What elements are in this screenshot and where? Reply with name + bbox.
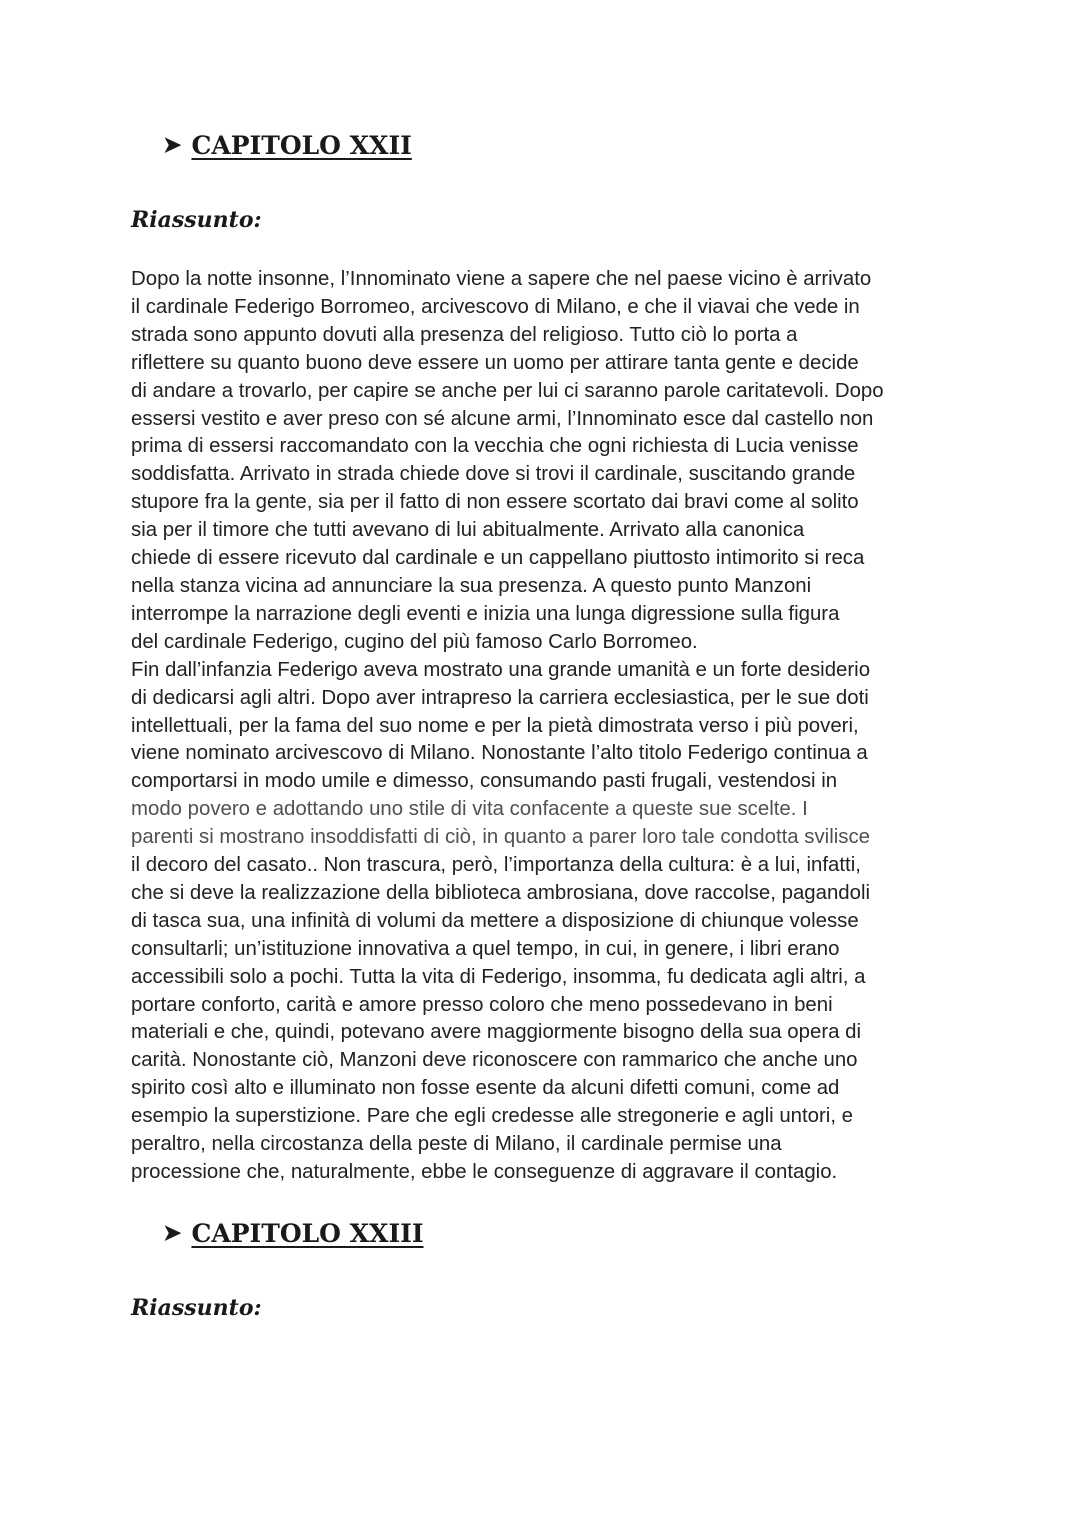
text-line: viene nominato arcivescovo di Milano. Nonostante l’alto titolo Federigo continua a <box>131 742 868 765</box>
text-line: essersi vestito e aver preso con sé alcune armi, l’Innominato esce dal castello non <box>131 407 874 430</box>
text-line: strada sono appunto dovuti alla presenza del religioso. Tutto ciò lo porta a <box>131 323 798 346</box>
text-line: riflettere su quanto buono deve essere un uomo per attirare tanta gente e decide <box>131 351 859 374</box>
chapter-heading-xxiii <box>163 1221 424 1246</box>
text-line: esempio la superstizione. Pare che egli credesse alle stregonerie e agli untori, e <box>131 1105 854 1128</box>
text-line: stupore fra la gente, sia per il fatto di non essere scortato dai bravi come al solito <box>131 491 859 514</box>
text-line: chiede di essere ricevuto dal cardinale e un cappellano piuttosto intimorito si reca <box>131 547 865 570</box>
text-line: del cardinale Federigo, cugino del più famoso Carlo Borromeo. <box>131 630 698 653</box>
text-line: comportarsi in modo umile e dimesso, consumando pasti frugali, vestendosi in <box>131 770 838 793</box>
chapter-title: CAPITOLO XXIII <box>191 1219 424 1248</box>
chapter-heading-xxii <box>163 133 412 158</box>
text-line: parenti si mostrano insoddisfatti di ciò, in quanto a parer loro tale condotta svilisce <box>131 826 870 849</box>
chapter-title: CAPITOLO XXII <box>191 131 412 160</box>
text-line: Fin dall’infanzia Federigo aveva mostrato una grande umanità e un forte desiderio <box>131 658 871 681</box>
text-line: consultarli; un’istituzione innovativa a quel tempo, in cui, in genere, i libri erano <box>131 937 840 960</box>
text-line: spirito così alto e illuminato non fosse esente da alcuni difetti comuni, come ad <box>131 1077 840 1100</box>
text-line: modo povero e adottando uno stile di vita confacente a queste sue scelte. I <box>131 798 808 821</box>
text-line: di dedicarsi agli altri. Dopo aver intrapreso la carriera ecclesiastica, per le sue doti <box>131 686 869 709</box>
text-line: che si deve la realizzazione della biblioteca ambrosiana, dove raccolse, pagandoli <box>131 881 871 904</box>
arrow-bullet-icon: ➤ <box>163 132 182 158</box>
text-line: il decoro del casato.. Non trascura, però, l’importanza della cultura: è a lui, infatti, <box>131 854 861 877</box>
text-line: materiali e che, quindi, potevano avere maggiormente bisogno della sua opera di <box>131 1021 861 1044</box>
text-line: di andare a trovarlo, per capire se anche per lui ci saranno parole caritatevoli. Dopo <box>131 379 884 402</box>
text-line: nella stanza vicina ad annunciare la sua presenza. A questo punto Manzoni <box>131 574 812 597</box>
text-line: processione che, naturalmente, ebbe le conseguenze di aggravare il contagio. <box>131 1161 838 1183</box>
text-line: carità. Nonostante ciò, Manzoni deve riconoscere con rammarico che anche uno <box>131 1049 858 1072</box>
text-line: prima di essersi raccomandato con la vecchia che ogni richiesta di Lucia venisse <box>131 435 859 458</box>
text-line: portare conforto, carità e amore presso coloro che meno possedevano in beni <box>131 993 833 1016</box>
text-line: soddisfatta. Arrivato in strada chiede dove si trovi il cardinale, suscitando grande <box>131 463 856 486</box>
summary-label: Riassunto: <box>131 1295 262 1321</box>
text-line: il cardinale Federigo Borromeo, arcivescovo di Milano, e che il viavai che vede in <box>131 295 860 318</box>
text-line: sia per il timore che tutti avevano di lui abitualmente. Arrivato alla canonica <box>131 519 805 542</box>
text-line: accessibili solo a pochi. Tutta la vita di Federigo, insomma, fu dedicata agli altri, a <box>131 965 866 988</box>
arrow-bullet-icon: ➤ <box>163 1220 182 1246</box>
summary-paragraph <box>131 266 961 1187</box>
text-line: di tasca sua, una infinità di volumi da mettere a disposizione di chiunque volesse <box>131 909 859 932</box>
text-line: peraltro, nella circostanza della peste di Milano, il cardinale permise una <box>131 1133 782 1156</box>
text-line: Dopo la notte insonne, l’Innominato viene a sapere che nel paese vicino è arrivato <box>131 268 872 290</box>
text-line: intellettuali, per la fama del suo nome e per la pietà dimostrata verso i più poveri, <box>131 714 859 737</box>
text-line: interrompe la narrazione degli eventi e inizia una lunga digressione sulla figura <box>131 602 840 625</box>
summary-label: Riassunto: <box>131 207 262 233</box>
